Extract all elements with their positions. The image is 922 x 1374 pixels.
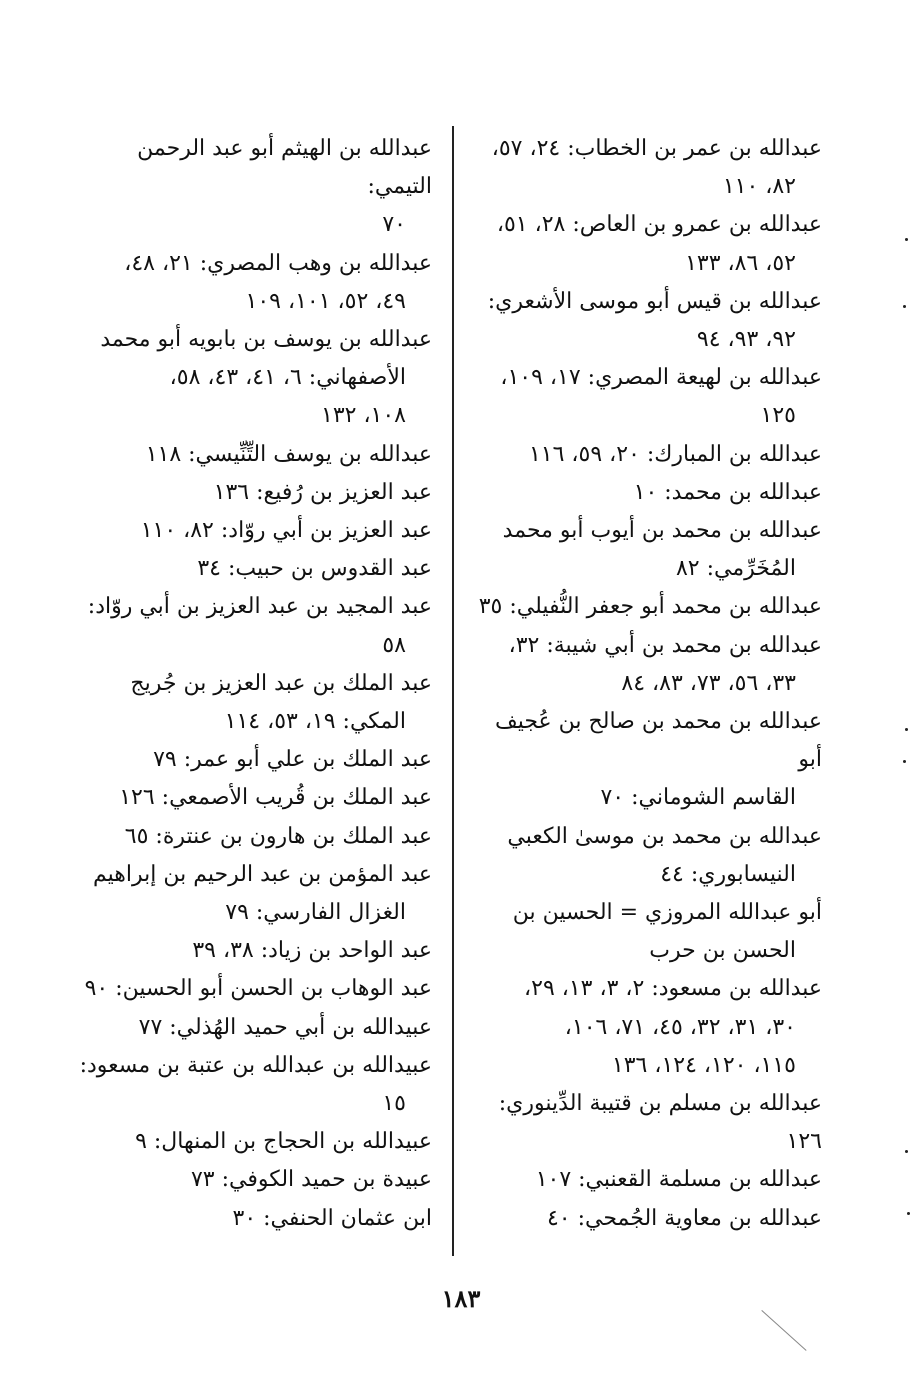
index-entry (78, 665, 432, 741)
index-entry (470, 588, 822, 626)
index-entry-heading: عبدالله بن يوسف بن بابويه أبو محمد (100, 327, 432, 353)
index-entry (470, 970, 822, 1046)
index-entry (78, 970, 432, 1008)
index-entry-continuation: ٤٩، ٥٢، ١٠١، ١٠٩ (245, 288, 406, 314)
index-entry-heading: عبدالله بن محمد بن أبي شيبة: ٣٢، (508, 632, 822, 658)
index-entry (470, 818, 822, 894)
index-entry-heading: عبدالله بن محمد أبو جعفر النُّفيلي: ٣٥ (478, 594, 822, 620)
index-entry-heading: عبدالله بن مسعود: ٢، ٣، ١٣، ٢٩، (524, 976, 822, 1002)
index-entry-heading: عبدالله بن محمد بن موسىٰ الكعبي (507, 823, 822, 849)
index-entry-continuation: ٨٢، ١١٠ (722, 174, 796, 200)
index-entry-continuation: المُخَرِّمي: ٨٢ (675, 556, 796, 582)
index-entry (470, 206, 822, 282)
index-entry-heading: عبدالله بن المبارك: ٢٠، ٥٩، ١١٦ (528, 441, 822, 467)
index-entry (78, 397, 432, 435)
index-entry-heading: عبد العزيز بن أبي روّاد: ٨٢، ١١٠ (140, 518, 432, 544)
index-entry (78, 321, 432, 397)
index-entry-continuation: الأصفهاني: ٦، ٤١، ٤٣، ٥٨، (169, 365, 406, 391)
index-entry-continuation: القاسم الشوماني: ٧٠ (600, 785, 796, 811)
index-entry (78, 1047, 432, 1123)
index-entry (470, 130, 822, 206)
index-entry-heading: عبيدالله بن أبي حميد الهُذلي: ٧٧ (138, 1014, 432, 1040)
page-number: ١٨٣ (441, 1284, 481, 1313)
index-entry (470, 703, 822, 818)
index-entry (78, 856, 432, 932)
index-entry-heading: عبدالله بن عمر بن الخطاب: ٢٤، ٥٧، (491, 136, 822, 161)
index-entry-heading: عبد الواحد بن زياد: ٣٨، ٣٩ (192, 938, 432, 964)
scan-speck (903, 305, 906, 308)
index-entry-heading: عبدالله بن مسلم بن قتيبة الدِّينوري: ١٢٦ (498, 1091, 822, 1155)
index-entry-continuation: الحسن بن حرب (649, 938, 796, 964)
index-entry (470, 894, 822, 970)
index-entry (78, 1200, 432, 1238)
index-entry-heading: عبيدالله بن عبدالله بن عتبة بن مسعود: (79, 1052, 432, 1078)
index-entry (78, 818, 432, 856)
index-entry (78, 130, 432, 245)
index-entry-continuation: ٣٣، ٥٦، ٧٣، ٨٣، ٨٤ (621, 670, 796, 696)
index-entry-heading: أبو عبدالله المروزي = الحسين بن (512, 900, 822, 926)
index-entry (470, 512, 822, 588)
index-entry (78, 741, 432, 779)
index-entry-heading: عبدالله بن محمد بن صالح بن عُجيف أبو (494, 709, 822, 773)
scan-speck (905, 728, 908, 731)
index-entry-heading: عبدالله بن قيس أبو موسى الأشعري: (487, 288, 822, 314)
column-divider (452, 126, 454, 1256)
index-entry-continuation: ٥٨ (382, 632, 406, 658)
index-entry (470, 627, 822, 703)
scan-speck (905, 238, 908, 241)
index-entry-heading: عبدالله بن الهيثم أبو عبد الرحمن التيمي: (137, 136, 432, 200)
index-entry-heading: عبيدالله بن الحجاج بن المنهال: ٩ (135, 1129, 432, 1155)
index-entry (78, 512, 432, 550)
scan-speck (907, 1212, 910, 1215)
index-entry (78, 436, 432, 474)
scan-speck (903, 760, 906, 763)
index-entry-continuation: المكي: ١٩، ٥٣، ١١٤ (224, 709, 406, 735)
scan-stroke (761, 1310, 806, 1351)
index-entry (470, 1161, 822, 1199)
index-entry-heading: عبد الملك بن عبد العزيز بن جُريج (130, 670, 432, 696)
index-entry-heading: عبدالله بن وهب المصري: ٢١، ٤٨، (124, 250, 432, 276)
index-entry-heading: عبدالله بن محمد: ١٠ (633, 479, 822, 505)
index-entry-heading: عبدالله بن معاوية الجُمحي: ٤٠ (546, 1205, 822, 1231)
index-entry-heading: عبد القدوس بن حبيب: ٣٤ (197, 556, 432, 582)
index-entry-heading: عبد الملك بن علي أبو عمر: ٧٩ (153, 747, 432, 773)
index-entry-continuation: ١١٥، ١٢٠، ١٢٤، ١٣٦ (611, 1052, 796, 1078)
index-entry-continuation: الغزال الفارسي: ٧٩ (225, 900, 406, 926)
index-entry-continuation: ٣٠، ٣١، ٣٢، ٤٥، ٧١، ١٠٦، (564, 1014, 796, 1040)
index-entry-heading: عبد الوهاب بن الحسن أبو الحسين: ٩٠ (84, 976, 432, 1002)
index-entry (78, 245, 432, 321)
index-entry (78, 779, 432, 817)
scan-speck (905, 1150, 908, 1153)
index-entry-heading: عبيدة بن حميد الكوفي: ٧٣ (190, 1167, 432, 1193)
index-entry (78, 1009, 432, 1047)
index-entry-heading: عبد الملك بن هارون بن عنترة: ٦٥ (124, 823, 432, 849)
index-entry-continuation: ١٠٨، ١٣٢ (321, 403, 406, 429)
index-entry-heading: عبدالله بن محمد بن أيوب أبو محمد (502, 518, 822, 544)
index-entry (470, 474, 822, 512)
index-entry-heading: ابن عثمان الحنفي: ٣٠ (232, 1205, 432, 1231)
index-entry (470, 436, 822, 474)
index-entry (78, 1123, 432, 1161)
index-column-right (470, 130, 822, 1238)
index-entry-continuation: ١٥ (382, 1091, 406, 1117)
index-entry-heading: عبدالله بن مسلمة القعنبي: ١٠٧ (535, 1167, 822, 1193)
index-entry-continuation: ٥٢، ٨٦، ١٣٣ (685, 250, 796, 276)
index-entry (78, 932, 432, 970)
index-entry-continuation: النيسابوري: ٤٤ (660, 861, 796, 887)
index-entry (78, 474, 432, 512)
index-entry-heading: عبدالله بن عمرو بن العاص: ٢٨، ٥١، (496, 212, 822, 238)
index-entry-heading: عبد المجيد بن عبد العزيز بن أبي روّاد: (87, 594, 432, 620)
index-entry-continuation: ١٢٥ (760, 403, 796, 429)
index-entry (470, 1200, 822, 1238)
index-entry-continuation: ٩٢، ٩٣، ٩٤ (696, 327, 796, 353)
index-entry-continuation: ٧٠ (382, 212, 406, 238)
index-column-left (78, 130, 432, 1238)
index-entry (470, 359, 822, 435)
index-entry (78, 1161, 432, 1199)
index-entry (470, 283, 822, 359)
index-entry (470, 1085, 822, 1161)
index-entry-heading: عبدالله بن يوسف التِّنِّيسي: ١١٨ (145, 441, 432, 467)
index-entry-heading: عبد المؤمن بن عبد الرحيم بن إبراهيم (93, 861, 432, 887)
index-entry-heading: عبدالله بن لهيعة المصري: ١٧، ١٠٩، (500, 365, 822, 391)
index-entry-heading: عبد العزيز بن رُفيع: ١٣٦ (213, 479, 432, 505)
index-entry (78, 588, 432, 664)
index-entry-heading: عبد الملك بن قُريب الأصمعي: ١٢٦ (119, 785, 432, 811)
index-entry (470, 1047, 822, 1085)
index-entry (78, 550, 432, 588)
